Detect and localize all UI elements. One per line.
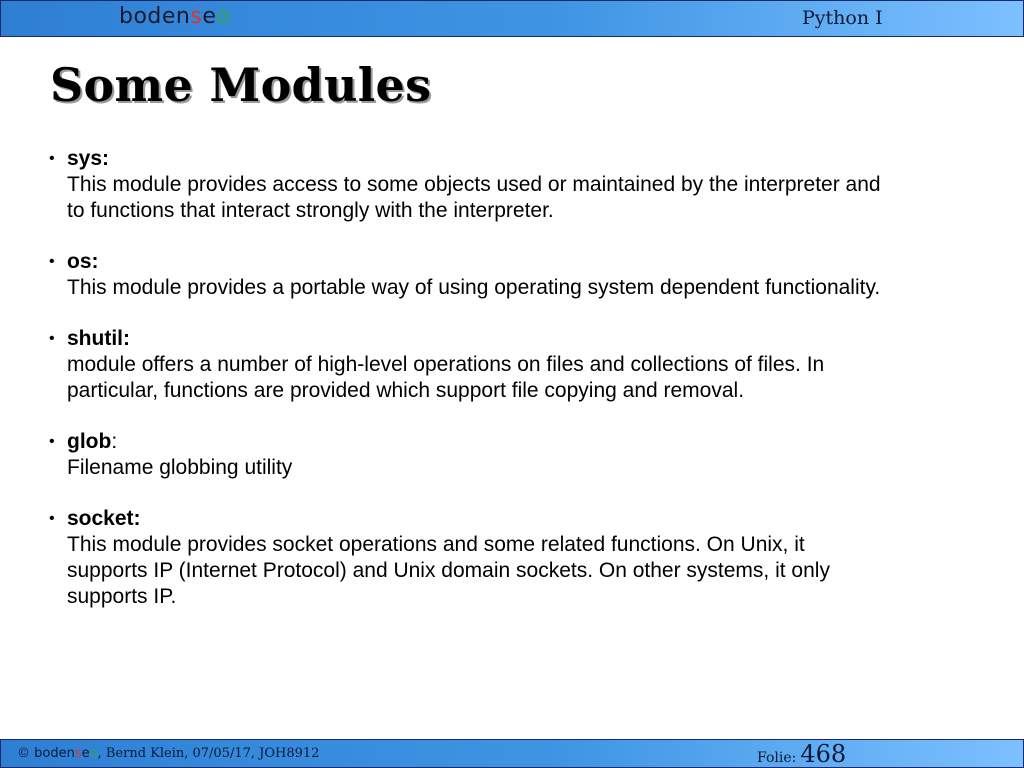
footer-brand-e: e — [81, 746, 90, 761]
module-name-suffix: : — [111, 430, 118, 453]
bullet-icon: • — [49, 150, 55, 167]
footer-brand-o: o — [89, 746, 98, 761]
module-list — [47, 146, 957, 635]
footer-brand — [34, 746, 97, 761]
page-number: 468 — [800, 740, 847, 768]
logo-part-o: o — [216, 4, 231, 29]
module-description-line: This module provides socket operations and some related functions. On Unix, it — [67, 533, 805, 556]
module-description-line: to functions that interact strongly with the interpreter. — [67, 199, 554, 222]
bullet-icon: • — [49, 433, 55, 450]
module-description-line: This module provides a portable way of using operating system dependent functionality. — [67, 276, 881, 299]
footer-bar — [0, 739, 1024, 768]
module-description-line: supports IP. — [67, 585, 177, 608]
bodenseo-logo — [119, 4, 230, 30]
footer-brand-s: s — [74, 746, 82, 761]
module-item-socket — [47, 506, 957, 610]
module-name: glob — [67, 430, 112, 453]
module-name: shutil: — [67, 327, 130, 350]
module-name: socket: — [67, 507, 141, 530]
module-description-line: supports IP (Internet Protocol) and Unix domain sockets. On other systems, it only — [67, 559, 830, 582]
slide-title: Some Modules — [50, 58, 432, 112]
module-item-os — [47, 249, 957, 301]
module-item-shutil — [47, 326, 957, 404]
folie-label: Folie: — [757, 750, 797, 766]
module-item-sys — [47, 146, 957, 224]
footer-brand-boden: boden — [34, 746, 75, 761]
logo-part-s: s — [190, 4, 203, 29]
module-name: os: — [67, 250, 99, 273]
bullet-icon: • — [49, 330, 55, 347]
bullet-icon: • — [49, 510, 55, 527]
header-bar — [0, 0, 1024, 37]
module-description-line: Filename globbing utility — [67, 456, 293, 479]
course-title: Python I — [802, 7, 883, 29]
footer-credits — [17, 746, 319, 761]
module-description-line: This module provides access to some objects used or maintained by the interpreter and — [67, 173, 881, 196]
logo-part-boden: boden — [119, 4, 191, 29]
slide-number — [757, 740, 846, 768]
module-description-line: particular, functions are provided which support file copying and removal. — [67, 379, 745, 402]
bullet-icon: • — [49, 253, 55, 270]
logo-part-e: e — [202, 4, 217, 29]
footer-author-date: , Bernd Klein, 07/05/17, JOH8912 — [97, 746, 320, 761]
module-name: sys: — [67, 147, 110, 170]
module-description-line: module offers a number of high-level operations on files and collections of files. In — [67, 353, 825, 376]
copyright-symbol: © — [17, 746, 30, 761]
module-item-glob — [47, 429, 957, 481]
